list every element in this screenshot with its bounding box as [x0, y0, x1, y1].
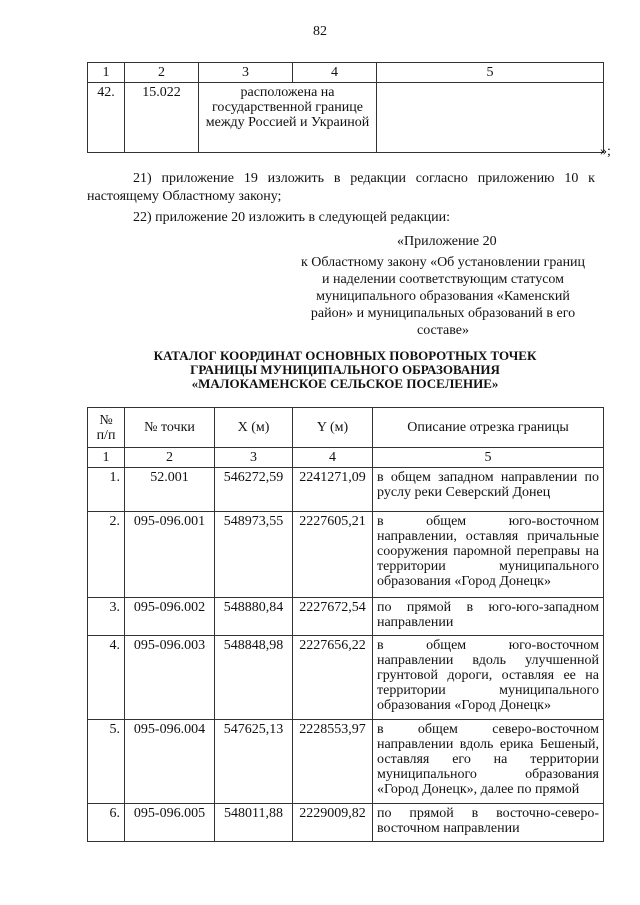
row-point-code: 15.022	[125, 83, 199, 153]
table-header-row	[88, 408, 604, 448]
table-row	[88, 83, 604, 153]
coordinates-table	[87, 407, 604, 842]
number-cell: 3	[215, 448, 293, 468]
row-y: 2227656,22	[293, 636, 373, 720]
row-y: 2229009,82	[293, 804, 373, 842]
header-cell: 5	[377, 63, 604, 83]
row-x: 547625,13	[215, 720, 293, 804]
row-number: 1.	[88, 468, 125, 512]
row-y: 2241271,09	[293, 468, 373, 512]
row-point: 095-096.003	[125, 636, 215, 720]
appendix-subtitle: к Областному закону «Об установлении границ и наделении соответствующим статусом муниципального образования «Каменский район» и муниципальных образований в его составе»	[300, 255, 586, 338]
row-number: 42.	[88, 83, 125, 153]
row-description: в общем западном направлении по руслу реки Северский Донец	[373, 468, 604, 512]
row-point: 095-096.001	[125, 512, 215, 598]
row-description: в общем юго-восточном направлении, оставляя причальные сооружения паромной переправы на территории муниципального образования «Город Донецк»	[373, 512, 604, 598]
row-point: 095-096.002	[125, 598, 215, 636]
page-number: 82	[313, 24, 327, 39]
header-cell: 4	[293, 63, 377, 83]
row-description: по прямой в восточно-северо-восточном направлении	[373, 804, 604, 842]
number-cell: 1	[88, 448, 125, 468]
number-cell: 2	[125, 448, 215, 468]
header-cell: Описание отрезка границы	[373, 408, 604, 448]
header-cell: Y (м)	[293, 408, 373, 448]
row-number: 6.	[88, 804, 125, 842]
number-cell: 5	[373, 448, 604, 468]
row-number: 4.	[88, 636, 125, 720]
header-cell: 3	[199, 63, 293, 83]
row-x: 548011,88	[215, 804, 293, 842]
row-description: по прямой в юго-юго-западном направлении	[373, 598, 604, 636]
row-point: 095-096.005	[125, 804, 215, 842]
row-point: 095-096.004	[125, 720, 215, 804]
table-row	[88, 512, 604, 598]
catalog-title-line: ГРАНИЦЫ МУНИЦИПАЛЬНОГО ОБРАЗОВАНИЯ	[190, 362, 500, 377]
row-number: 3.	[88, 598, 125, 636]
row-description: в общем юго-восточном направлении вдоль улучшенной грунтовой дороги, оставляя ее на территории муниципального образования «Город Донецк»	[373, 636, 604, 720]
row-empty-cell	[377, 83, 604, 153]
paragraph-22: 22) приложение 20 изложить в следующей редакции:	[133, 210, 450, 225]
row-number: 5.	[88, 720, 125, 804]
row-description: в общем северо-восточном направлении вдоль ерика Бешеный, оставляя его на территории муниципального образования «Город Донецк», далее по прямой	[373, 720, 604, 804]
header-cell: 1	[88, 63, 125, 83]
table-row	[88, 720, 604, 804]
catalog-title	[87, 349, 603, 391]
row-description: расположена на государственной границе между Россией и Украиной	[199, 83, 377, 153]
table-row	[88, 468, 604, 512]
number-cell: 4	[293, 448, 373, 468]
table-header-row	[88, 63, 604, 83]
row-y: 2227672,54	[293, 598, 373, 636]
row-y: 2227605,21	[293, 512, 373, 598]
row-point: 52.001	[125, 468, 215, 512]
header-cell: № точки	[125, 408, 215, 448]
table-number-row	[88, 448, 604, 468]
closing-quote: »;	[600, 144, 611, 159]
row-x: 548880,84	[215, 598, 293, 636]
row-number: 2.	[88, 512, 125, 598]
table-row	[88, 636, 604, 720]
paragraph-21: 21) приложение 19 изложить в редакции согласно приложению 10 к настоящему Областному закону;	[87, 171, 595, 204]
row-x: 548973,55	[215, 512, 293, 598]
header-cell: № п/п	[88, 408, 125, 448]
header-cell: 2	[125, 63, 199, 83]
continuation-table	[87, 62, 604, 153]
row-x: 546272,59	[215, 468, 293, 512]
catalog-title-line: «МАЛОКАМЕНСКОЕ СЕЛЬСКОЕ ПОСЕЛЕНИЕ»	[191, 376, 499, 391]
row-x: 548848,98	[215, 636, 293, 720]
row-y: 2228553,97	[293, 720, 373, 804]
table-row	[88, 598, 604, 636]
appendix-title: «Приложение 20	[397, 234, 497, 249]
header-cell: X (м)	[215, 408, 293, 448]
catalog-title-line: КАТАЛОГ КООРДИНАТ ОСНОВНЫХ ПОВОРОТНЫХ ТОЧЕК	[153, 348, 537, 363]
table-row	[88, 804, 604, 842]
